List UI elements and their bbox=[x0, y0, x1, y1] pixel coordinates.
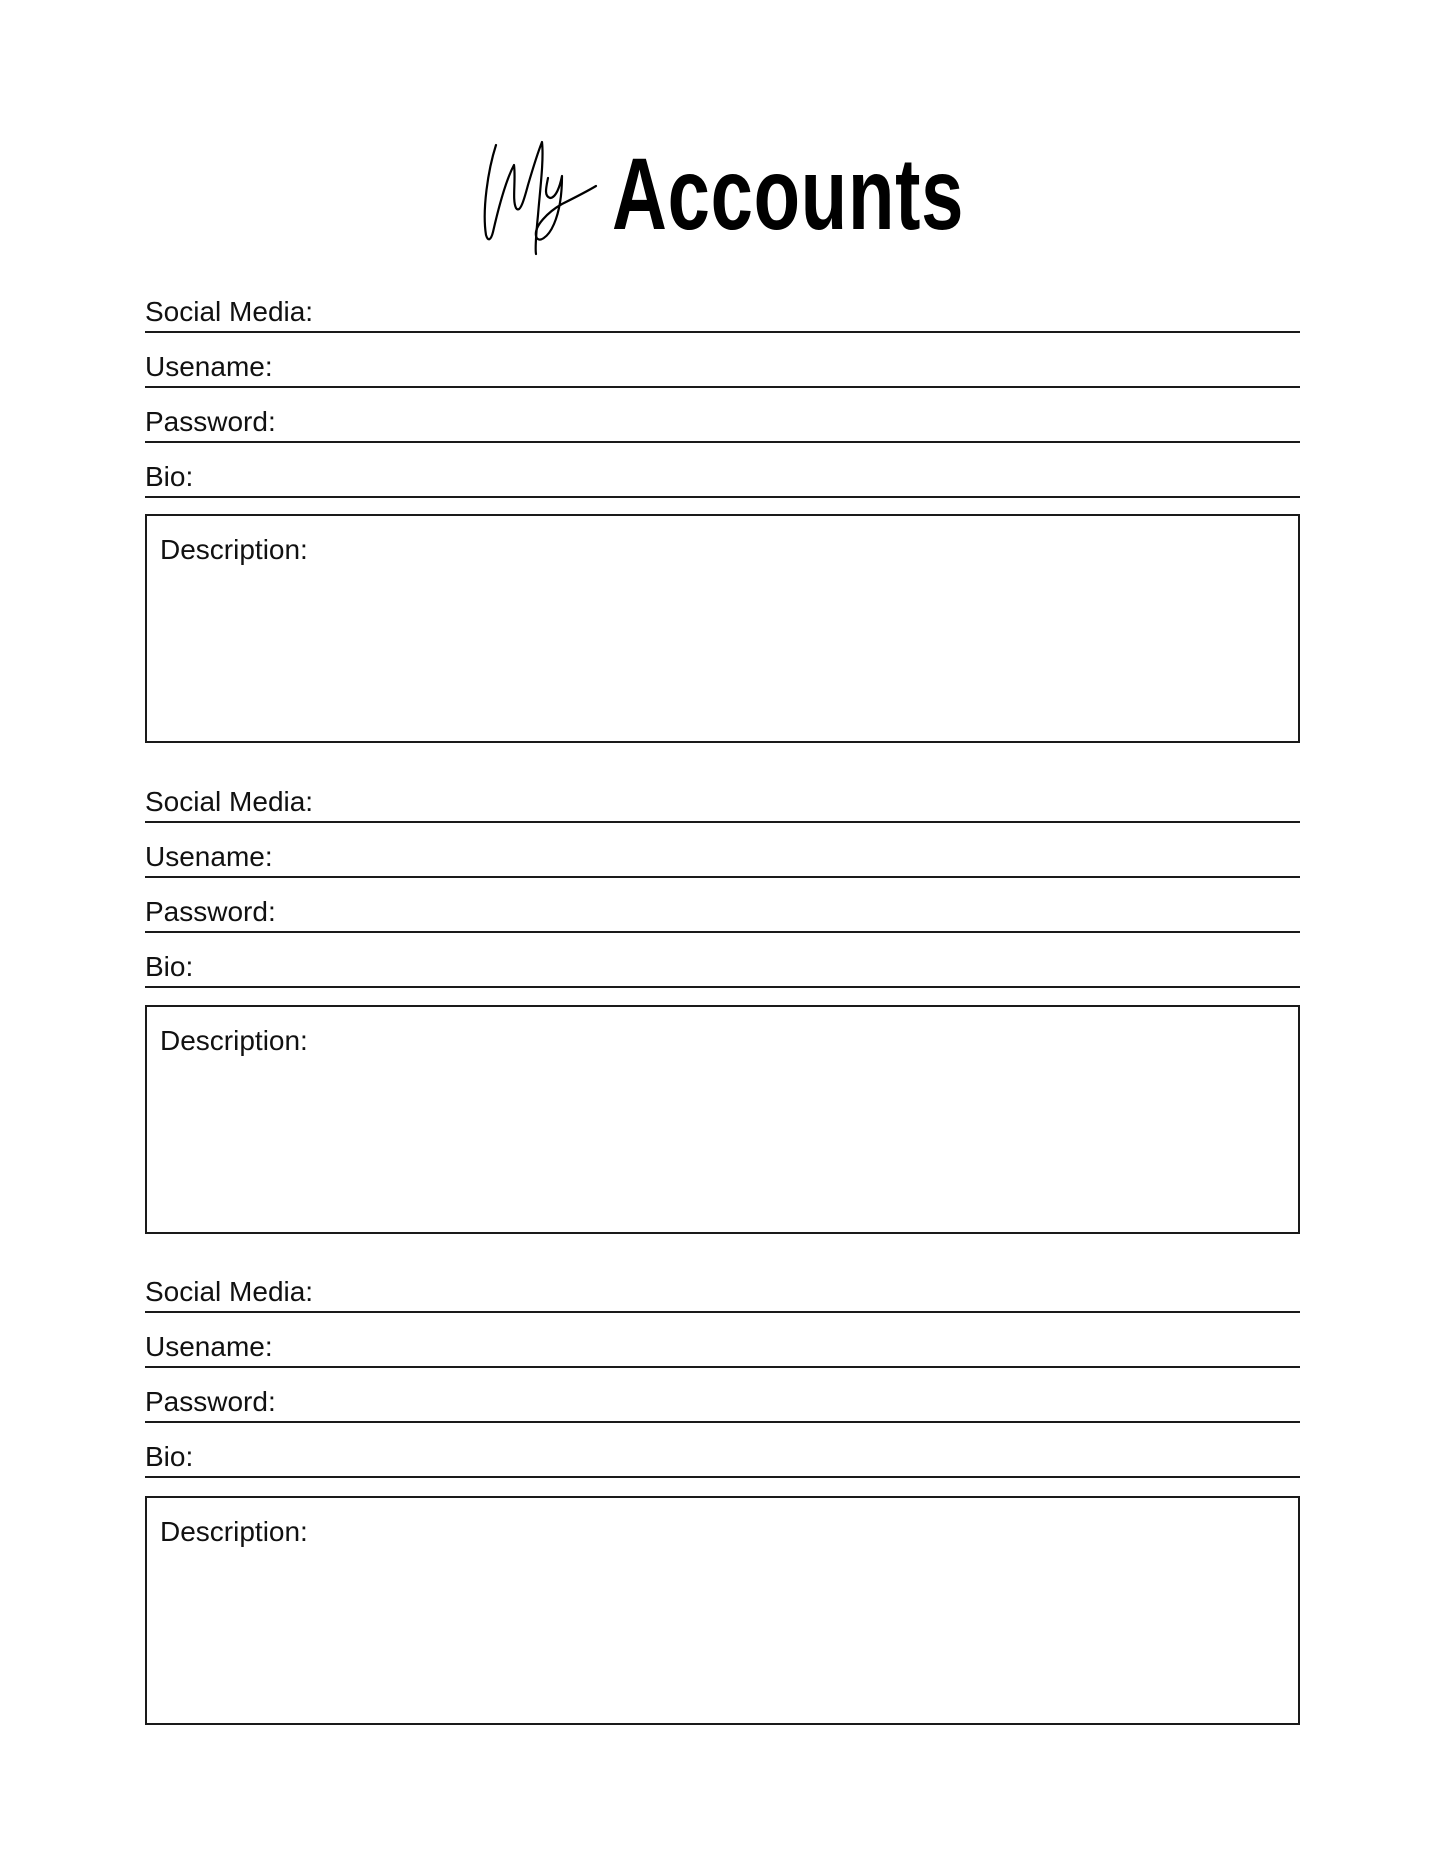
description-box[interactable] bbox=[145, 1005, 1300, 1234]
social-media-field[interactable] bbox=[145, 278, 1300, 333]
bio-field[interactable] bbox=[145, 443, 1300, 498]
username-input[interactable] bbox=[295, 346, 1300, 382]
social-media-field[interactable] bbox=[145, 1258, 1300, 1313]
title-accounts: Accounts bbox=[612, 137, 965, 251]
description-box[interactable] bbox=[145, 514, 1300, 743]
account-section-1 bbox=[145, 278, 1300, 565]
bio-field[interactable] bbox=[145, 933, 1300, 988]
description-label: Description: bbox=[160, 1516, 308, 1547]
password-input[interactable] bbox=[295, 891, 1300, 927]
my-script-lettering bbox=[478, 140, 598, 256]
description-label: Description: bbox=[160, 534, 308, 565]
bio-label: Bio: bbox=[145, 951, 194, 982]
username-input[interactable] bbox=[295, 1326, 1300, 1362]
description-textarea[interactable] bbox=[159, 574, 1286, 729]
social-media-input[interactable] bbox=[335, 781, 1300, 817]
bio-input[interactable] bbox=[205, 1436, 1300, 1472]
description-textarea[interactable] bbox=[159, 1556, 1286, 1711]
description-label: Description: bbox=[160, 1025, 308, 1056]
password-input[interactable] bbox=[295, 401, 1300, 437]
password-label: Password: bbox=[145, 896, 276, 927]
password-field[interactable] bbox=[145, 388, 1300, 443]
password-field[interactable] bbox=[145, 1368, 1300, 1423]
username-field[interactable] bbox=[145, 333, 1300, 388]
username-label: Usename: bbox=[145, 1331, 273, 1362]
description-textarea[interactable] bbox=[159, 1065, 1286, 1220]
username-label: Usename: bbox=[145, 841, 273, 872]
username-field[interactable] bbox=[145, 1313, 1300, 1368]
social-media-input[interactable] bbox=[335, 1271, 1300, 1307]
bio-label: Bio: bbox=[145, 1441, 194, 1472]
username-label: Usename: bbox=[145, 351, 273, 382]
page-title bbox=[478, 137, 978, 260]
password-label: Password: bbox=[145, 1386, 276, 1417]
bio-input[interactable] bbox=[205, 456, 1300, 492]
social-media-field[interactable] bbox=[145, 768, 1300, 823]
username-field[interactable] bbox=[145, 823, 1300, 878]
social-media-label: Social Media: bbox=[145, 786, 314, 817]
username-input[interactable] bbox=[295, 836, 1300, 872]
bio-input[interactable] bbox=[205, 946, 1300, 982]
account-section-3 bbox=[145, 1258, 1300, 1547]
bio-field[interactable] bbox=[145, 1423, 1300, 1478]
password-field[interactable] bbox=[145, 878, 1300, 933]
social-media-label: Social Media: bbox=[145, 1276, 314, 1307]
social-media-label: Social Media: bbox=[145, 296, 314, 327]
description-box[interactable] bbox=[145, 1496, 1300, 1725]
password-input[interactable] bbox=[295, 1381, 1300, 1417]
password-label: Password: bbox=[145, 406, 276, 437]
bio-label: Bio: bbox=[145, 461, 194, 492]
social-media-input[interactable] bbox=[335, 291, 1300, 327]
account-section-2 bbox=[145, 768, 1300, 1056]
